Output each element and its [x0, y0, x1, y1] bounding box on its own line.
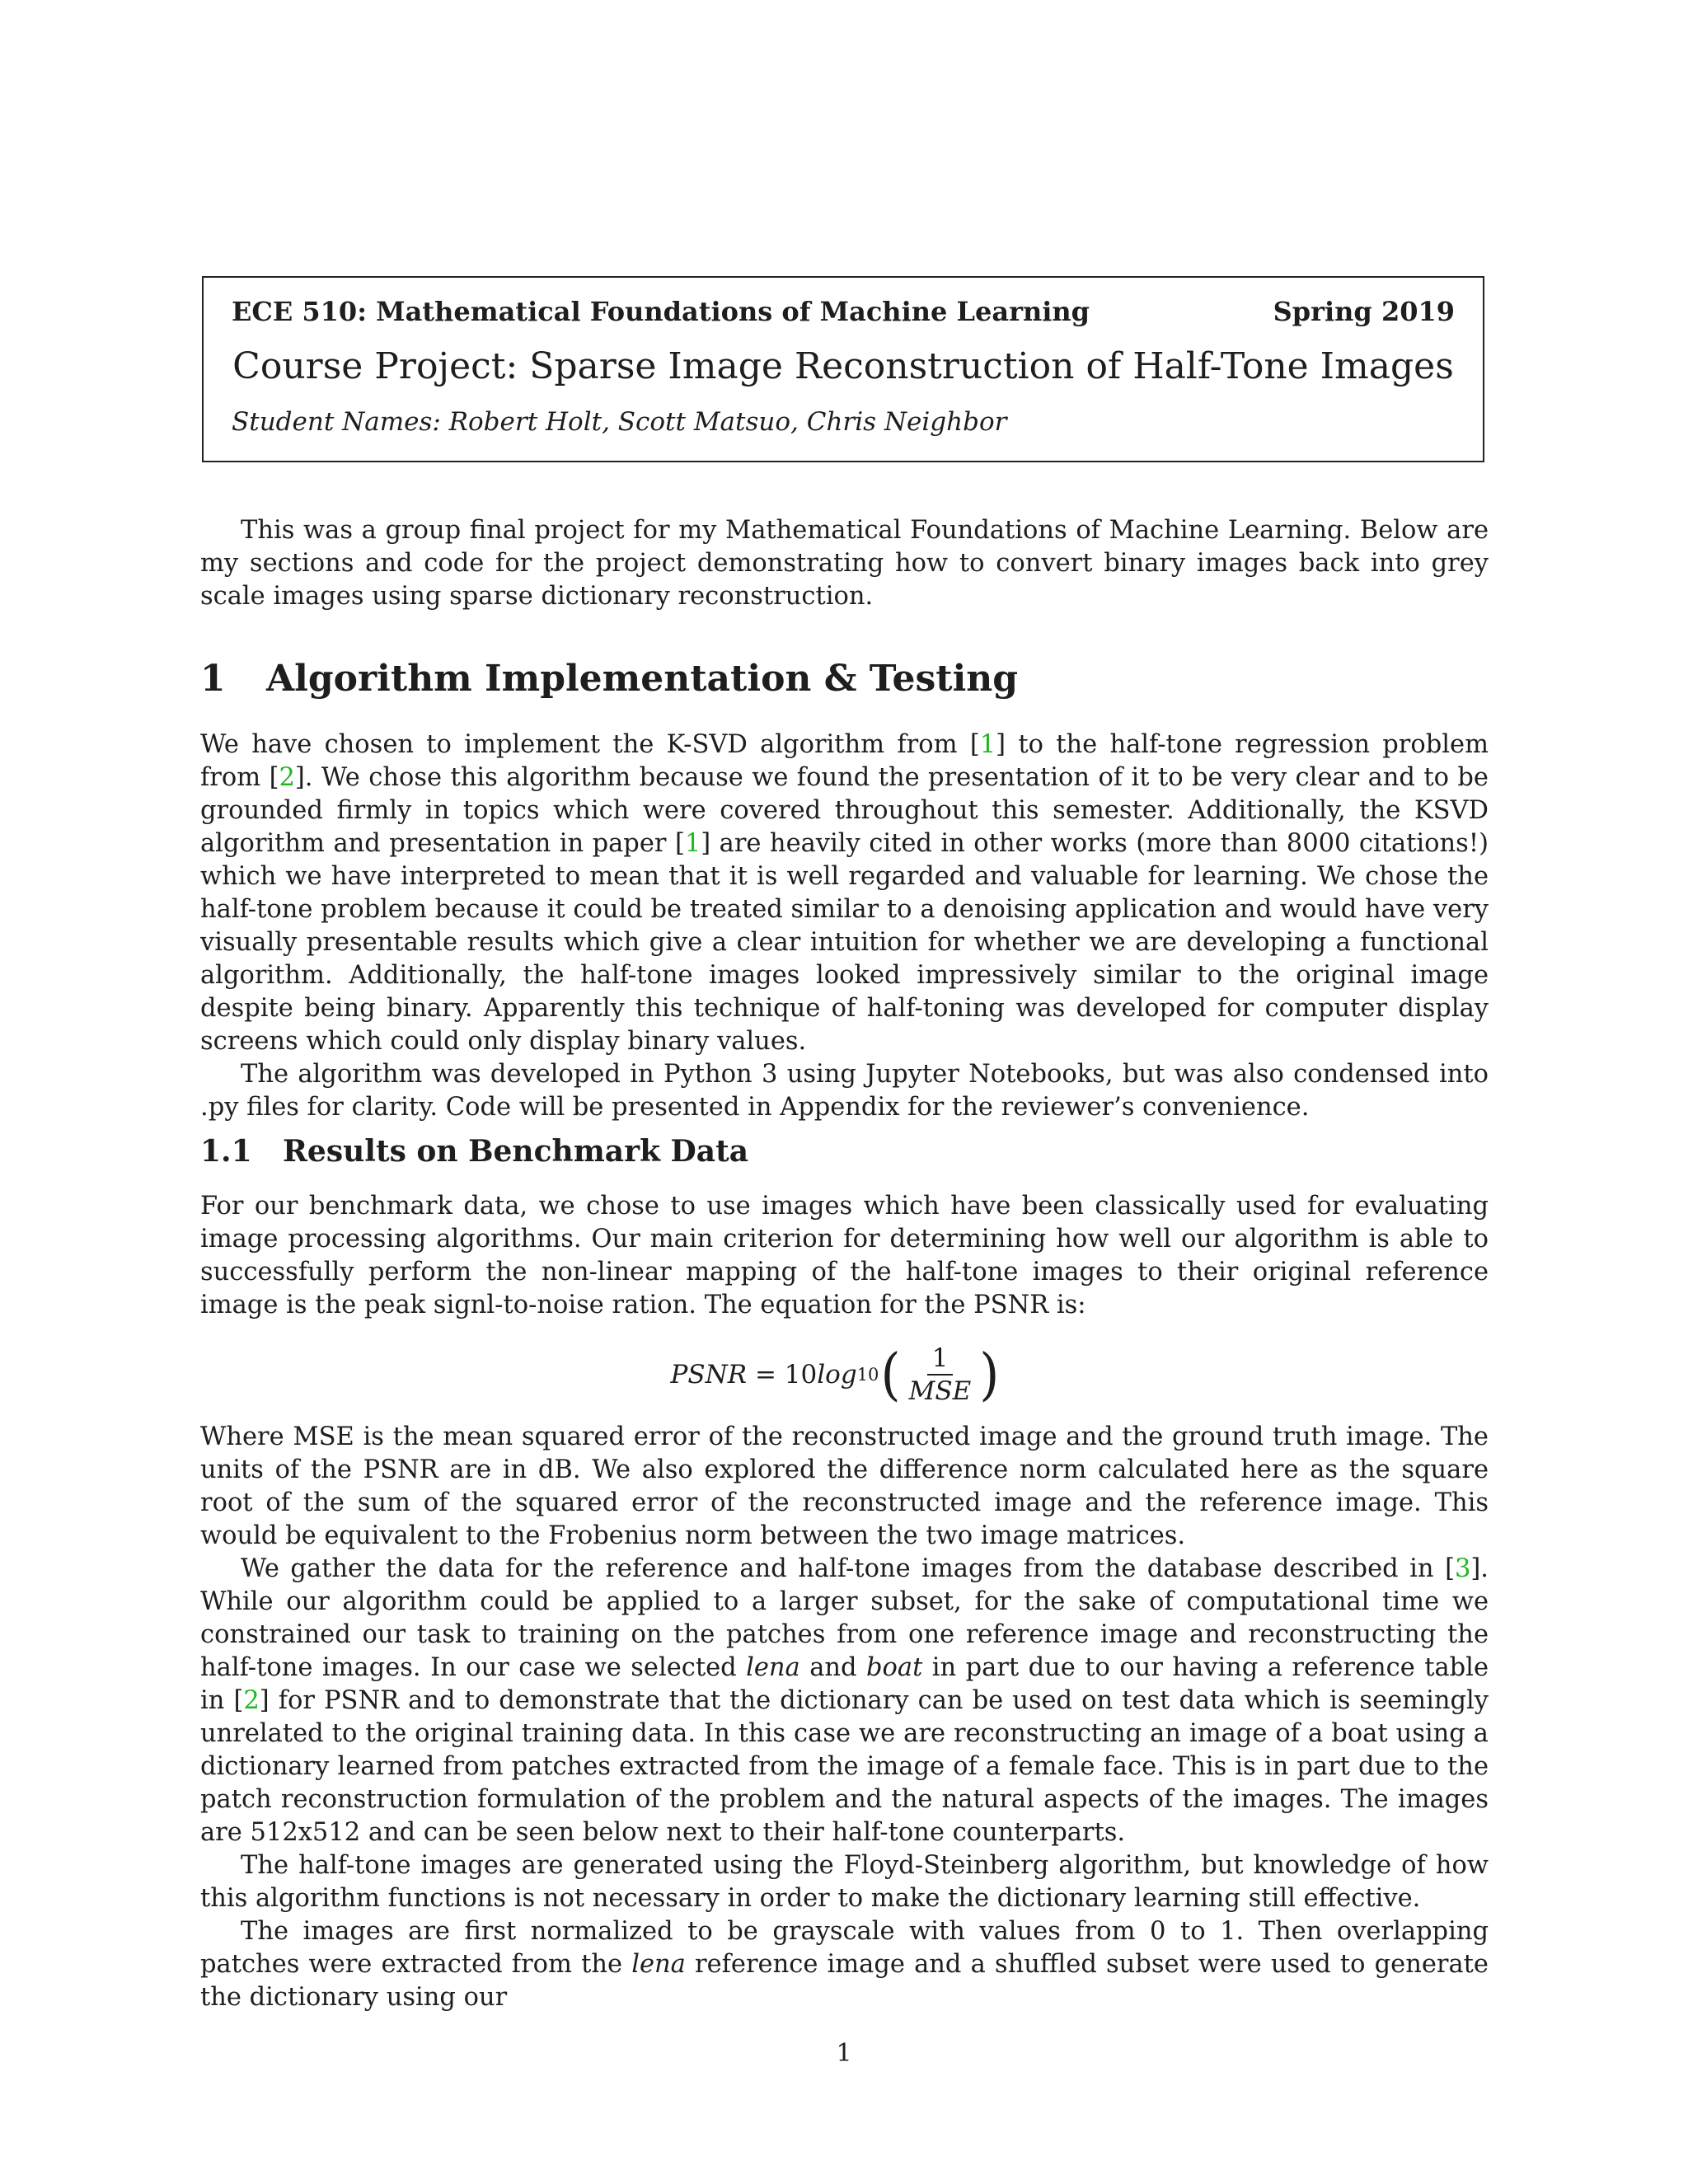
equation-log-base: 10	[856, 1365, 879, 1385]
text-run: The images are first normalized to be grayscale with values from 0 to 1. Then overlapping patches were extracted from the	[200, 1917, 1489, 1979]
paragraph: The algorithm was developed in Python 3 using Jupyter Notebooks, but was also condensed into .py files for clarity. Code will be presented in Appendix for the reviewer’s convenience.	[200, 1060, 1489, 1122]
course-term: Spring 2019	[1273, 296, 1455, 327]
emphasis: boat	[866, 1653, 923, 1682]
citation-link[interactable]: 1	[684, 829, 701, 858]
citation-link[interactable]: 2	[279, 763, 295, 792]
text-run: . We chose this algorithm because we found the presentation of it to be very clear and to be grounded firmly in topics which were covered throughout this semester. Additionally, the KSVD algorithm and presentation in paper	[200, 763, 1489, 858]
course-line	[232, 296, 1455, 327]
text-run: and	[799, 1653, 866, 1682]
text-run: in part due to our having a reference table in	[200, 1653, 1489, 1715]
course-name: ECE 510: Mathematical Foundations of Machine Learning	[232, 296, 1090, 327]
page-number: 1	[836, 2039, 852, 2068]
citation-link[interactable]: 3	[1454, 1554, 1471, 1583]
text-run: to the half-tone regression problem from	[200, 730, 1489, 792]
psnr-equation	[0, 1342, 1688, 1408]
paragraph: For our benchmark data, we chose to use images which have been classically used for evaluating image processing algorithms. Our main criterion for determining how well our algorithm is able to successfully perform the non-linear mapping of the half-tone images to their original reference image is the peak signl-to-noise ration. The equation for the PSNR is:	[200, 1192, 1489, 1319]
paragraph: The half-tone images are generated using the Floyd-Steinberg algorithm, but knowledge of how this algorithm functions is not necessary in order to make the dictionary learning still effective.	[200, 1851, 1489, 1913]
text-run: reference image and a shuffled subset were used to generate the dictionary using our	[200, 1950, 1489, 2012]
text-run: for PSNR and to demonstrate that the dictionary can be used on test data which is seemingly unrelated to the original training data. In this case we are reconstructing an image of a boat using a dictionary learned from patches extracted from the image of a female face. This is in part due to the patch reconstruction formulation of the problem and the natural aspects of the images. The images are 512x512 and can be seen below next to their half-tone counterparts.	[200, 1686, 1489, 1847]
paragraph: We gather the data for the reference and half-tone images from the database described in [3]. While our algorithm could be applied to a larger subset, for the sake of computational time we constrained our task to training on the patches from one reference image and reconstructing the half-tone images. In our case we selected lena and boat in part due to our having a reference table in [2] for PSNR and to demonstrate that the dictionary can be used on test data which is seemingly unrelated to the original training data. In this case we are reconstructing an image of a boat using a dictionary learned from patches extracted from the image of a female face. This is in part due to the patch reconstruction formulation of the problem and the natural aspects of the images. The images are 512x512 and can be seen below next to their half-tone counterparts.	[200, 1554, 1489, 1847]
title-box	[202, 276, 1484, 462]
text-run: are heavily cited in other works (more than 8000 citations!) which we have interpreted to mean that it is well regarded and valuable for learning. We chose the half-tone problem because it could be treated similar to a denoising application and would have very visually presentable results which give a clear intuition for whether we are developing a functional algorithm. Additionally, the half-tone images looked impressively similar to the original image despite being binary. Apparently this technique of half-toning was developed for computer display screens which could only display binary values.	[200, 829, 1489, 1056]
citation-link[interactable]: 2	[243, 1686, 260, 1715]
paragraph: We have chosen to implement the K-SVD algorithm from [1] to the half-tone regression problem from [2]. We chose this algorithm because we found the presentation of it to be very clear and to be grounded firmly in topics which were covered throughout this semester. Additionally, the KSVD algorithm and presentation in paper [1] are heavily cited in other works (more than 8000 citations!) which we have interpreted to mean that it is well regarded and valuable for learning. We chose the half-tone problem because it could be treated similar to a denoising application and would have very visually presentable results which give a clear intuition for whether we are developing a functional algorithm. Additionally, the half-tone images looked impressively similar to the original image despite being binary. Apparently this technique of half-toning was developed for computer display screens which could only display binary values.	[200, 730, 1489, 1056]
section-1-heading	[200, 658, 1018, 700]
equation-denominator: MSE	[908, 1376, 972, 1406]
emphasis: lena	[631, 1950, 686, 1979]
student-names: Student Names: Robert Holt, Scott Matsuo, Chris Neighbor	[232, 407, 1007, 437]
equation-fraction	[904, 1344, 977, 1405]
equation-lhs: PSNR	[670, 1360, 748, 1390]
section-title: Algorithm Implementation & Testing	[266, 658, 1019, 700]
paragraph: Where MSE is the mean squared error of the reconstructed image and the ground truth image. The units of the PSNR are in dB. We also explored the difference norm calculated here as the square root of the sum of the squared error of the reconstructed image and the reference image. This would be equivalent to the Frobenius norm between the two image matrices.	[200, 1422, 1489, 1550]
citation-link[interactable]: 1	[979, 730, 996, 759]
equation-equals: = 10	[747, 1360, 818, 1390]
section-number: 1	[200, 658, 226, 700]
section-1-body	[200, 729, 1489, 1124]
equation-close-paren: )	[979, 1341, 1000, 1408]
paragraph	[200, 1915, 1489, 2014]
emphasis: lena	[746, 1653, 800, 1682]
text-run: We have chosen to implement the K-SVD algorithm from	[200, 730, 970, 759]
intro-block	[200, 514, 1489, 613]
section-number: 1.1	[200, 1134, 252, 1169]
equation-numerator: 1	[927, 1344, 954, 1376]
equation-log: log	[817, 1360, 857, 1390]
equation-open-paren: (	[880, 1341, 901, 1408]
section-title: Results on Benchmark Data	[283, 1134, 749, 1169]
section-1-1-heading	[200, 1134, 748, 1169]
text-run: . While our algorithm could be applied to a larger subset, for the sake of computational time we constrained our task to training on the patches from one reference image and reconstructing the half-tone images. In our case we selected	[200, 1554, 1489, 1682]
project-title: Course Project: Sparse Image Reconstruction of Half-Tone Images	[232, 345, 1454, 387]
section-1-1-intro	[200, 1190, 1489, 1322]
text-run: We gather the data for the reference and half-tone images from the database described in	[241, 1554, 1446, 1583]
section-1-1-body	[200, 1421, 1489, 2014]
intro-paragraph: This was a group final project for my Mathematical Foundations of Machine Learning. Below are my sections and code for the project demonstrating how to convert binary images back into grey scale images using sparse dictionary reconstruction.	[200, 516, 1489, 611]
